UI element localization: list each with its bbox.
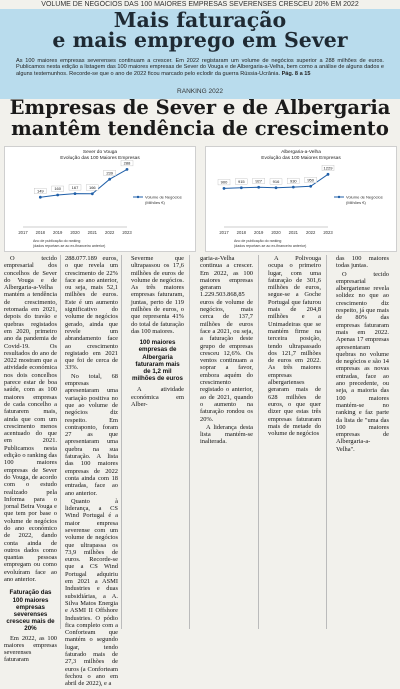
x-tick-label: 2020 [271, 230, 281, 235]
chart-albergaria [205, 146, 397, 252]
main-headline [0, 97, 400, 142]
column-2 [65, 255, 118, 689]
x-tick-label: 2022 [105, 230, 115, 235]
data-label: 950 [307, 177, 315, 183]
x-tick-label: 2021 [288, 230, 298, 235]
data-point [292, 186, 295, 189]
column-divider [326, 255, 327, 629]
data-point [275, 186, 278, 189]
legend-label-unit: (Milhões €) [346, 200, 366, 205]
chart-sever-heading [5, 150, 195, 161]
data-label: 149 [36, 188, 44, 194]
banner-lead [16, 58, 384, 77]
column-divider [258, 255, 259, 629]
column-6 [336, 255, 389, 454]
banner-title-line-2: e mais emprego em Sever [52, 28, 348, 52]
data-label: 916 [272, 178, 280, 184]
legend-label-unit: (Milhões €) [145, 200, 165, 205]
legend-marker [137, 196, 139, 198]
chart-sever-svg [5, 147, 195, 251]
column-divider [60, 255, 61, 629]
column-1 [4, 255, 57, 665]
data-point [74, 192, 77, 195]
chart-sever-title: Sever do Vouga [82, 150, 118, 155]
data-point [39, 196, 42, 199]
banner-title-line-1: Mais faturação [113, 8, 287, 32]
legend-label: Volume de Negócios [145, 194, 182, 200]
headline-line-1: Empresas de Sever e de Albergaria [9, 96, 391, 119]
chart-sever [4, 146, 196, 252]
data-label: 915 [237, 178, 245, 184]
data-label: 900 [220, 179, 228, 185]
column-divider [189, 255, 190, 629]
data-label: 930 [289, 178, 297, 184]
data-point [108, 178, 111, 181]
column-divider [121, 255, 122, 629]
chart-albergaria-heading [206, 150, 396, 161]
x-axis-caption: Ano de publicação do ranking [33, 239, 81, 243]
data-point [56, 194, 59, 197]
data-label: 167 [71, 184, 79, 190]
data-point [126, 168, 129, 171]
article-body [0, 255, 400, 688]
data-label: 160 [54, 186, 62, 192]
section-label: RANKING 2022 [177, 88, 223, 95]
data-point [257, 186, 260, 189]
column-6-para-2: O tecido empresarial albergariense revela solidez no que ao crescimento diz respeito, já que mais de 80% das empresas faturaram mais em 2022. Apenas 17 empresas apresentaram quebras no volume de negócios e são 14 empresas as novas entradas, face ao ano precedente, ou seja, a maioria das 100 maiores mantém-se no ranking e faz parte da lista de "uma das 100 maiores empresas de Albergaria-a-Velha". [336, 270, 389, 453]
banner-page-ref: Pág. 8 a 15 [281, 70, 311, 77]
charts-row [0, 146, 400, 252]
legend-marker [338, 196, 340, 198]
data-point [223, 187, 226, 190]
column-4-para-2: A liderança desta lista mantém-se inalterada. [200, 423, 253, 446]
x-tick-label: 2018 [236, 230, 246, 235]
column-3 [131, 255, 184, 409]
pull-quote-albergaria: 100 maiores empresas de Albergaria faturaram mais de 1,2 mil milhões de euros [132, 339, 183, 383]
banner-lead-text: As 100 maiores empresas severenses continuam a crescer. Em 2022 registaram um volume de negócios superior a 288 milhões de euros. Publicamos nesta edição a listagem das 100 maiores empresas de Sever do Vouga e de Albergaria-a-Velha, bem como a análise de alguns dados e alguns testemunhos. Recorde-se que o ano de 2022 ficou marcado pelo eclodir da guerra Rússia-Ucrânia. [16, 58, 384, 77]
x-tick-label: 2023 [323, 230, 333, 235]
data-point [91, 192, 94, 195]
column-2-para-3: Quanto à liderança, a CS Wind Portugal é a maior empresa severense com um volume de negócios que ultrapassa os 73,9 milhões de euros. Recorde-se que a CS Wind Portugal adquiriu em 2021 a ASMI Industries e duas subsidiárias, a A. Silva Matos Energia e ASMI II Offshore Industries. O pódio fica completo com a Conforteam que mantém o segundo lugar, tendo faturado mais de 27,3 milhões de euros (a Conforteam fechou o ano em abril de 2022), e a [65, 497, 118, 688]
x-axis-caption-note: (dados reportam-se ao ex-financeiro anterior) [234, 244, 307, 248]
data-label: 239 [106, 170, 114, 176]
column-5-para-1: A Polivouga ocupa o primeiro lugar, com uma faturação de 301,6 milhões de euros, segue-se a Goche Portugal que faturou mais de 204,8 milhões e a Unimadeiras que se mantém firme na terceira posição, tendo ultrapassado dos 121,7 milhões de euros em 2022. As três maiores empresas albergarienses geraram mais de 628 milhões de euros, o que quer dizer que estas três empresas faturaram mais de metade do volume de negócios [268, 255, 321, 438]
column-4 [200, 255, 253, 447]
column-2-para-1: 288.077.189 euros, o que revela um crescimento de 22% face ao ano anterior, ou seja, mais 52,1 milhões de euros. Este é um aumento significativo do volume de negócios gerado, ainda que revele um abrandamento face ao crescimento registado em 2021 que foi de cerca de 33%. [65, 255, 118, 372]
x-tick-label: 2020 [70, 230, 80, 235]
data-label: 1229 [323, 165, 333, 171]
chart-albergaria-svg [206, 147, 396, 251]
data-label: 927 [255, 178, 263, 184]
x-tick-label: 2018 [35, 230, 45, 235]
column-6-para-1: das 100 maiores todas juntas. [336, 255, 389, 270]
chart-sever-subtitle: Evolução das 100 Maiores Empresas [60, 155, 140, 161]
column-1-para-2: Em 2022, as 100 maiores empresas severenses faturaram [4, 634, 57, 664]
headline-line-2: mantêm tendência de crescimento [11, 117, 389, 140]
column-3-para-1: Severme que ultrapassou os 17,6 milhões de euros de volume de negócios. As três maiores empresas faturaram, juntas, perto de 119 milhões de euros, o que representa 41% do total de faturação das 100 maiores. [131, 255, 184, 335]
column-3-para-2: A atividade económica em Alber- [131, 386, 184, 409]
x-tick-label: 2019 [53, 230, 63, 235]
data-point [240, 186, 243, 189]
kicker: VOLUME DE NEGÓCIOS DAS 100 MAIORES EMPRESAS SEVERENSES CRESCEU 20% EM 2022 [41, 1, 359, 8]
subheading-sever: Faturação das 100 maiores empresas severenses cresceu mais de 20% [6, 589, 55, 633]
data-label: 288 [123, 160, 131, 166]
x-axis-caption-note: (dados reportam-se ao ex-financeiro anterior) [33, 244, 106, 248]
x-tick-label: 2022 [306, 230, 316, 235]
x-axis-caption: Ano de publicação do ranking [234, 239, 282, 243]
x-tick-label: 2019 [254, 230, 264, 235]
chart-albergaria-title: Albergaria-a-Velha [281, 150, 321, 155]
x-tick-label: 2017 [219, 230, 229, 235]
banner-title [0, 9, 400, 50]
data-point [309, 185, 312, 188]
feature-banner [0, 9, 400, 99]
column-4-para-1: garia-a-Velha continua a crescer. Em 2022, as 100 maiores empresas geraram 1.229.503.868,85 euros de volume de negócios, mais cerca de 137,7 milhões de euros face a 2021, ou seja, a faturação deste grupo de empresas cresceu 12,6%. Os ventos continuam a soprar a favor, embora aquém do crescimento registado o anterior, ao de 2021, quando o aumento na faturação rondou os 20%. [200, 255, 253, 423]
column-1-para-1: O tecido empresarial dos concelhos de Sever do Vouga e de Albergaria-a-Velha mantém a tendência de crescimento, retomada em 2021, depois do travão e quebras registados em 2020, primeiro ano da pandemia de Covid-19. Os resultados do ano de 2022 mostram que a atividade económica nos dois concelhos parece estar de boa saúde, com as 100 maiores empresas de cada concelho a faturarem mais, ainda que com um crescimento menos acentuado do que em 2021. Publicamos nesta edição o ranking das 100 maiores empresas de Sever do Vouga, de acordo com o estudo realizado pela Informa para o jornal Beira Vouga e que tem por base o volume de negócios do ano económico de 2022, dando conta ainda de outros dados como quantas pessoas empregam ou como evoluíram face ao ano anterior. [4, 255, 57, 584]
x-tick-label: 2021 [87, 230, 97, 235]
x-tick-label: 2017 [18, 230, 28, 235]
column-2-para-2: No total, 68 empresas apresentaram uma variação positiva no que ao volume de negócios diz respeito. Em contraponto, foram 27 as que apresentaram uma quebra na sua faturação. A lista das 100 maiores empresas de 2022 conta ainda com 18 entradas, face ao ano anterior. [65, 372, 118, 497]
data-label: 166 [88, 185, 96, 190]
chart-albergaria-subtitle: Evolução das 100 Maiores Empresas [261, 155, 341, 161]
x-tick-label: 2023 [122, 230, 132, 235]
legend-label: Volume de Negócios [346, 194, 383, 200]
column-5 [268, 255, 321, 438]
data-point [327, 173, 330, 176]
